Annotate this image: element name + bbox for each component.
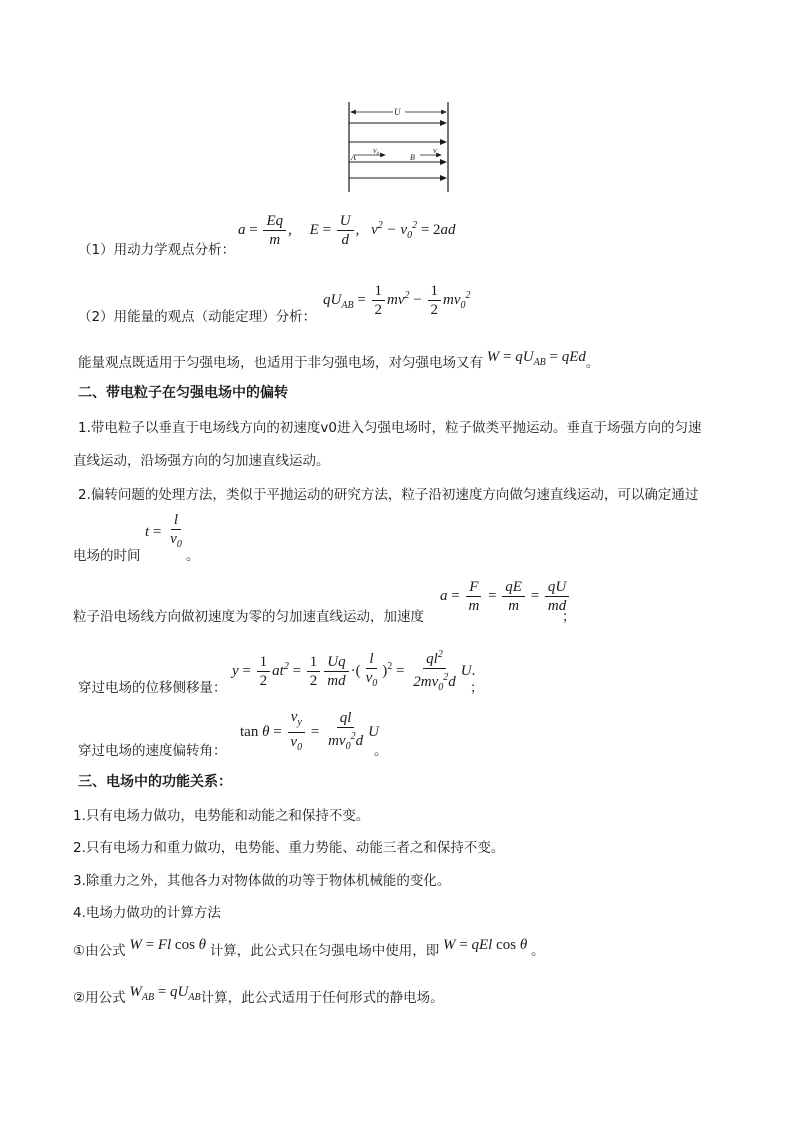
s2-p2-end: 。 xyxy=(186,548,200,564)
s2-p1-line1: 1.带电粒子以垂直于电场线方向的初速度v0进入匀强电场时，粒子做类平抛运动。垂直于场强方向的匀速 xyxy=(78,420,702,436)
s2-p1-line2: 直线运动，沿场强方向的匀加速直线运动。 xyxy=(73,453,330,469)
eq-energy: $qU_{AB}$ = $\frac{1}{2}$ $mv^2$ − $\frac{1}{2}$ $mv_0^2$ xyxy=(323,283,471,318)
label-v: v xyxy=(433,146,437,155)
angle-text: 穿过电场的速度偏转角： xyxy=(78,743,227,759)
disp-end: ； xyxy=(470,680,484,696)
section2-heading: 二、带电粒子在匀强电场中的偏转 xyxy=(78,385,288,401)
eq-work-fl: W = Fl cos θ xyxy=(125,937,210,953)
eq-accel-field: a = $\frac{F}{m}$ = $\frac{qE}{m}$ = $\frac{qU}{md}$ xyxy=(440,578,571,615)
eq-acceleration: a = $\frac{Eq}{m}$ , E = $\frac{U}{d}$ , $v^2 - v_0^2 = 2ad$ xyxy=(238,213,456,248)
label-U: U xyxy=(394,107,401,117)
eq-deflection-angle: tan θ = $\frac{v_y}{v_0}$ = $\frac{ql}{mv_0^2d}$ U xyxy=(240,709,379,753)
s3-item6: ②用公式 $W_{AB} = qU_{AB}$计算，此公式适用于任何形式的静电场。 xyxy=(73,984,444,1006)
s3-item4: 4.电场力做功的计算方法 xyxy=(73,905,221,921)
eq-displacement: y = $\frac{1}{2}$ $at^2$ = $\frac{1}{2}$ $\frac{Uq}{md}$ ·( $\frac{l}{v_0}$ )$^2$ = $\frac{ql^2}{2mv_0^2d}$ U. xyxy=(232,646,475,697)
accel-end: ； xyxy=(562,609,576,625)
item2-label: （2）用能量的观点（动能定理）分析： xyxy=(78,309,317,325)
energy-note: 能量观点既适用于匀强电场，也适用于非匀强电场，对匀强电场又有 $W = qU_{AB}$ = qEd。 xyxy=(78,349,600,371)
field-diagram xyxy=(345,98,455,194)
s3-item1: 1.只有电场力做功，电势能和动能之和保持不变。 xyxy=(73,808,370,824)
label-v0: v₀ xyxy=(373,146,380,155)
s2-p2-line1: 2.偏转问题的处理方法，类似于平抛运动的研究方法，粒子沿初速度方向做匀速直线运动，可以确定通过 xyxy=(78,487,699,503)
item1-label: （1）用动力学观点分析： xyxy=(78,242,236,258)
eq-work-uniform: $W = qU_{AB}$ = qEd xyxy=(483,349,586,368)
section3-heading: 三、电场中的功能关系： xyxy=(78,774,232,790)
s2-p2-line2: 电场的时间 xyxy=(73,548,141,564)
accel-text: 粒子沿电场线方向做初速度为零的匀加速直线运动，加速度 xyxy=(73,609,424,625)
label-A: A xyxy=(351,153,356,162)
angle-end: 。 xyxy=(374,743,388,759)
s3-item5: ①由公式 W = Fl cos θ 计算，此公式只在匀强电场中使用，即 W = qEl cos θ 。 xyxy=(73,937,545,959)
eq-time: t = $\frac{l}{v_0}$ xyxy=(145,512,182,550)
eq-work-qel: W = qEl cos θ xyxy=(439,937,531,953)
eq-work-general: $W_{AB} = qU_{AB}$ xyxy=(125,984,201,1003)
s3-item2: 2.只有电场力和重力做功，电势能、重力势能、动能三者之和保持不变。 xyxy=(73,840,505,856)
label-B: B xyxy=(410,153,415,162)
s3-item3: 3.除重力之外，其他各力对物体做的功等于物体机械能的变化。 xyxy=(73,873,451,889)
disp-text: 穿过电场的位移侧移量： xyxy=(78,680,227,696)
